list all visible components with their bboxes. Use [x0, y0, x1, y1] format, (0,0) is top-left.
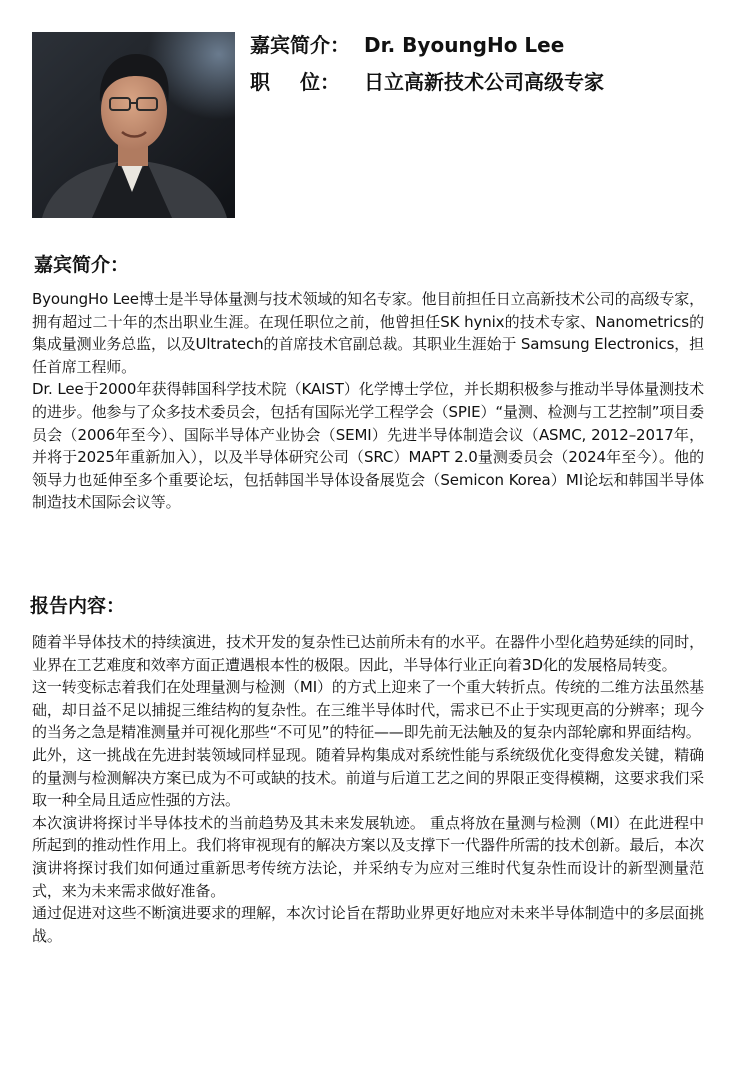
position-label [250, 67, 340, 97]
bio-paragraph: ByoungHo Lee博士是半导体量测与技术领域的知名专家。他目前担任日立高新技术公司的高级专家，拥有超过二十年的杰出职业生涯。在现任职位之前，他曾担任SK hynix的技术专家、Nanometrics的集成量测业务总监，以及Ultratech的首席技术官副总裁。其职业生涯始于 Samsung Electronics，担任首席工程师。 [32, 290, 704, 376]
bio-body [32, 288, 704, 514]
profile-header [250, 30, 720, 104]
speaker-photo [32, 32, 235, 218]
report-title: 报告内容： [30, 595, 126, 617]
speaker-name: Dr. ByoungHo Lee [364, 33, 565, 57]
name-row [250, 30, 720, 67]
report-paragraph: 随着半导体技术的持续演进，技术开发的复杂性已达前所未有的水平。在器件小型化趋势延续的同时，业界在工艺难度和效率方面正遭遇根本性的极限。因此，半导体行业正向着3D化的发展格局转变。 [32, 633, 704, 674]
report-paragraph: 通过促进对这些不断演进要求的理解，本次讨论旨在帮助业界更好地应对未来半导体制造中的多层面挑战。 [32, 904, 704, 945]
position-label-char: 位： [300, 70, 340, 94]
bio-title: 嘉宾简介： [34, 254, 130, 276]
report-paragraph: 这一转变标志着我们在处理量测与检测（MI）的方式上迎来了一个重大转折点。传统的二维方法虽然基础，却日益不足以捕捉三维结构的复杂性。在三维半导体时代，需求已不止于实现更高的分辨率；现今的当务之急是精准测量并可视化那些“不可见”的特征——即先前无法触及的复杂内部轮廓和界面结构。 [32, 678, 704, 742]
speaker-position: 日立高新技术公司高级专家 [364, 70, 604, 94]
report-body [32, 631, 704, 947]
position-label-char: 职 [250, 70, 270, 94]
bio-paragraph: Dr. Lee于2000年获得韩国科学技术院（KAIST）化学博士学位，并长期积极参与推动半导体量测技术的进步。他参与了众多技术委员会，包括有国际光学工程学会（SPIE）“量测、检测与工艺控制”项目委员会（2006年至今）、国际半导体产业协会（SEMI）先进半导体制造会议（ASMC, 2012–2017年，并将于2025年重新加入），以及半导体研究公司（SRC）MAPT 2.0量测委员会（2024年至今）。他的领导力也延伸至多个重要论坛，包括韩国半导体设备展览会（Semicon Korea）MI论坛和韩国半导体制造技术国际会议等。 [32, 380, 704, 512]
name-label: 嘉宾简介： [250, 33, 350, 57]
position-row [250, 67, 720, 104]
report-paragraph: 此外，这一挑战在先进封装领域同样显现。随着异构集成对系统性能与系统级优化变得愈发关键，精确的量测与检测解决方案已成为不可或缺的技术。前道与后道工艺之间的界限正变得模糊，这要求我们采取一种全局且适应性强的方法。 [32, 745, 704, 810]
report-paragraph: 本次演讲将探讨半导体技术的当前趋势及其未来发展轨迹。 重点将放在量测与检测（MI）在此进程中所起到的推动性作用上。我们将审视现有的解决方案以及支撑下一代器件所需的技术创新。最后，本次演讲将探讨我们如何通过重新思考传统方法论，并采纳专为应对三维时代复杂性而设计的新型测量范式，来为未来需求做好准备。 [32, 813, 704, 900]
